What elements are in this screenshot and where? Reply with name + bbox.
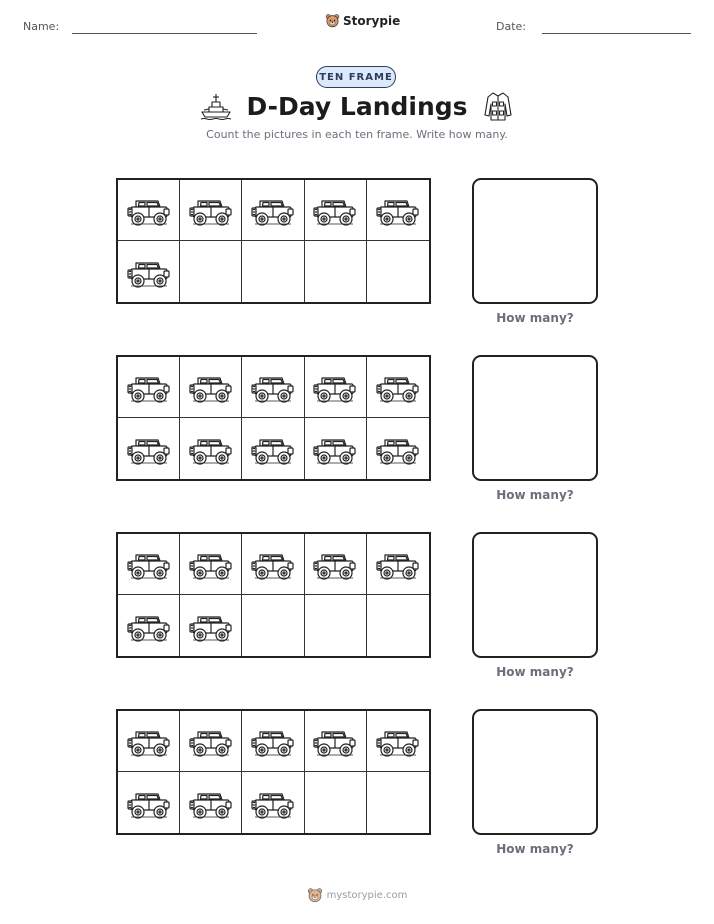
ten-frame-cell (305, 357, 367, 418)
ten-frame-cell (242, 772, 304, 833)
ten-frame-cell (180, 772, 242, 833)
ten-frame-cell (180, 180, 242, 241)
ten-frame-cell (180, 534, 242, 595)
ten-frame-cell (242, 595, 304, 656)
ten-frame-cell (118, 534, 180, 595)
how-many-label: How many? (496, 488, 574, 502)
footer-url: mystorypie.com (326, 889, 408, 901)
ten-frame (116, 532, 431, 658)
ten-frame-cell (305, 772, 367, 833)
ten-frame-cell (242, 418, 304, 479)
jeep-icon (189, 785, 233, 821)
jeep-icon (251, 785, 295, 821)
ten-frame-cell (118, 711, 180, 772)
ten-frame-cell (367, 418, 429, 479)
how-many-label: How many? (496, 311, 574, 325)
brand-name: Storypie (343, 13, 401, 28)
jeep-icon (251, 369, 295, 405)
jeep-icon (313, 546, 357, 582)
jeep-icon (251, 192, 295, 228)
ten-frame-cell (242, 711, 304, 772)
ten-frame-cell (367, 534, 429, 595)
ten-frame-cell (367, 711, 429, 772)
ten-frame-cell (242, 180, 304, 241)
jeep-icon (127, 785, 171, 821)
ten-frame-cell (180, 711, 242, 772)
ten-frame-cell (305, 180, 367, 241)
jeep-icon (313, 369, 357, 405)
jeep-icon (127, 723, 171, 759)
page-title: D-Day Landings (246, 91, 468, 121)
jeep-icon (127, 254, 171, 290)
ten-frame-cell (242, 357, 304, 418)
ten-frame-cell (305, 534, 367, 595)
jeep-icon (313, 723, 357, 759)
ten-frame-cell (118, 418, 180, 479)
title-row (0, 90, 714, 122)
ten-frame (116, 355, 431, 481)
ten-frame-cell (305, 595, 367, 656)
ten-frame-cell (118, 772, 180, 833)
ten-frame (116, 709, 431, 835)
instructions: Count the pictures in each ten frame. Write how many. (206, 128, 508, 141)
ten-frame-cell (305, 241, 367, 302)
ten-frame-cell (242, 534, 304, 595)
ten-frame-cell (367, 595, 429, 656)
answer-box[interactable] (472, 178, 598, 304)
ten-frame-cell (305, 418, 367, 479)
how-many-label: How many? (496, 665, 574, 679)
answer-box[interactable] (472, 532, 598, 658)
jeep-icon (313, 192, 357, 228)
jeep-icon (127, 608, 171, 644)
jeep-icon (189, 723, 233, 759)
jeep-icon (189, 192, 233, 228)
ten-frame-cell (180, 595, 242, 656)
ten-frame-cell (180, 418, 242, 479)
jeep-icon (127, 546, 171, 582)
answer-box[interactable] (472, 709, 598, 835)
ten-frame-cell (118, 180, 180, 241)
ten-frame-badge: TEN FRAME (316, 66, 396, 88)
jeep-icon (251, 546, 295, 582)
ten-frame-cell (180, 357, 242, 418)
military-jacket-icon (482, 90, 514, 122)
jeep-icon (251, 723, 295, 759)
jeep-icon (127, 431, 171, 467)
brand-logo (325, 13, 400, 28)
how-many-label: How many? (496, 842, 574, 856)
name-label: Name: (23, 20, 60, 33)
ten-frame (116, 178, 431, 304)
ten-frame-cell (118, 241, 180, 302)
bear-logo-icon (307, 887, 323, 903)
ten-frame-cell (242, 241, 304, 302)
jeep-icon (376, 369, 420, 405)
date-label: Date: (496, 20, 526, 33)
jeep-icon (189, 431, 233, 467)
ten-frame-cell (367, 772, 429, 833)
jeep-icon (313, 431, 357, 467)
bear-logo-icon (325, 13, 340, 28)
ten-frame-cell (118, 595, 180, 656)
name-field[interactable] (72, 33, 257, 34)
jeep-icon (376, 431, 420, 467)
ten-frame-cell (180, 241, 242, 302)
ten-frame-cell (305, 711, 367, 772)
battleship-icon (200, 90, 232, 122)
jeep-icon (127, 369, 171, 405)
jeep-icon (189, 546, 233, 582)
ten-frame-cell (367, 180, 429, 241)
jeep-icon (376, 546, 420, 582)
jeep-icon (251, 431, 295, 467)
jeep-icon (376, 192, 420, 228)
jeep-icon (127, 192, 171, 228)
date-field[interactable] (542, 33, 691, 34)
footer (0, 887, 714, 903)
jeep-icon (376, 723, 420, 759)
answer-box[interactable] (472, 355, 598, 481)
jeep-icon (189, 608, 233, 644)
jeep-icon (189, 369, 233, 405)
ten-frame-cell (367, 357, 429, 418)
ten-frame-cell (118, 357, 180, 418)
ten-frame-cell (367, 241, 429, 302)
